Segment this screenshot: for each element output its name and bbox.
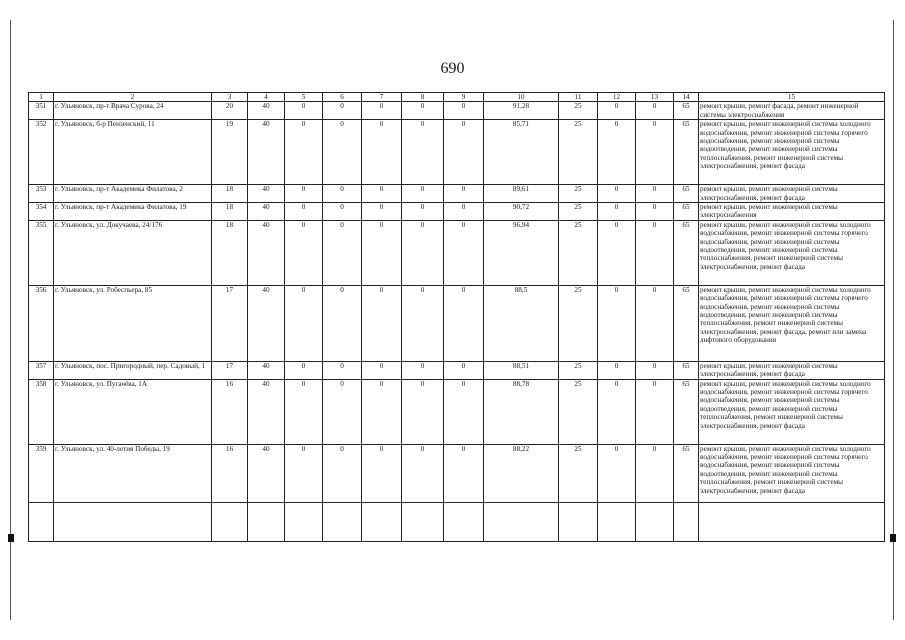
value-cell: 0 [323,361,362,379]
value-cell: 0 [444,120,484,185]
value-cell: 0 [285,379,323,444]
value-cell: 0 [323,120,362,185]
table-row [29,379,885,444]
column-header: 4 [248,93,285,102]
column-header: 5 [285,93,323,102]
value-cell: 16 [212,379,248,444]
value-cell: 0 [285,120,323,185]
value-cell: 0 [444,444,484,502]
value-cell: 25 [559,379,598,444]
works-cell: ремонт крыши, ремонт инженерной системы холодного водоснабжения, ремонт инженерной системы горячего водоснабжения, ремонт инженерной системы водоотведения, ремонт инженерной системы теплоснабжения, ремонт инженерной системы электроснабжения, ремонт фасада, ремонт или замена лифтового оборудования [699,285,885,361]
column-header: 13 [636,93,674,102]
value-cell: 89,61 [484,185,559,203]
value-cell: 0 [636,203,674,221]
value-cell: 0 [285,285,323,361]
value-cell: 25 [559,102,598,120]
value-cell: 88,78 [484,379,559,444]
value-cell: 40 [248,102,285,120]
works-cell: ремонт крыши, ремонт инженерной системы холодного водоснабжения, ремонт инженерной системы горячего водоснабжения, ремонт инженерной системы водоотведения, ремонт инженерной системы теплоснабжения, ремонт инженерной системы электроснабжения, ремонт фасада [699,379,885,444]
value-cell: 18 [212,185,248,203]
column-header: 7 [362,93,402,102]
empty-row [29,502,885,541]
address-cell: г. Ульяновск, пр-т Академика Филатова, 2 [54,185,212,203]
value-cell: 40 [248,379,285,444]
value-cell: 0 [598,185,636,203]
page-number: 690 [440,60,465,77]
value-cell: 0 [598,444,636,502]
value-cell: 0 [444,285,484,361]
column-header: 3 [212,93,248,102]
value-cell: 25 [559,361,598,379]
value-cell: 0 [402,285,444,361]
empty-cell [29,502,54,541]
value-cell: 65 [674,120,699,185]
value-cell: 90,72 [484,203,559,221]
value-cell: 358 [29,379,54,444]
value-cell: 0 [636,361,674,379]
value-cell: 40 [248,120,285,185]
table-row [29,285,885,361]
value-cell: 0 [285,185,323,203]
value-cell: 0 [285,444,323,502]
works-cell: ремонт крыши, ремонт инженерной системы электроснабжения, ремонт фасада [699,361,885,379]
empty-cell [54,502,212,541]
value-cell: 0 [444,220,484,285]
value-cell: 356 [29,285,54,361]
value-cell: 0 [402,203,444,221]
value-cell: 65 [674,220,699,285]
value-cell: 40 [248,185,285,203]
value-cell: 40 [248,220,285,285]
value-cell: 0 [362,285,402,361]
value-cell: 88,22 [484,444,559,502]
value-cell: 0 [362,444,402,502]
value-cell: 0 [402,220,444,285]
value-cell: 25 [559,285,598,361]
works-cell: ремонт крыши, ремонт инженерной системы электроснабжения [699,203,885,221]
value-cell: 0 [285,102,323,120]
column-header: 8 [402,93,444,102]
works-cell: ремонт крыши, ремонт инженерной системы холодного водоснабжения, ремонт инженерной системы горячего водоснабжения, ремонт инженерной системы водоотведения, ремонт инженерной системы теплоснабжения, ремонт инженерной системы электроснабжения, ремонт фасада [699,220,885,285]
value-cell: 16 [212,444,248,502]
value-cell: 17 [212,361,248,379]
value-cell: 0 [636,120,674,185]
value-cell: 65 [674,203,699,221]
empty-cell [362,502,402,541]
value-cell: 65 [674,285,699,361]
value-cell: 65 [674,361,699,379]
value-cell: 0 [285,220,323,285]
column-header: 11 [559,93,598,102]
value-cell: 18 [212,203,248,221]
value-cell: 65 [674,102,699,120]
empty-cell [484,502,559,541]
empty-cell [323,502,362,541]
value-cell: 25 [559,220,598,285]
value-cell: 0 [444,185,484,203]
address-cell: г. Ульяновск, пр-т Врача Сурова, 24 [54,102,212,120]
value-cell: 0 [636,102,674,120]
value-cell: 25 [559,444,598,502]
empty-cell [636,502,674,541]
value-cell: 0 [598,102,636,120]
value-cell: 0 [323,379,362,444]
value-cell: 0 [636,185,674,203]
value-cell: 0 [444,102,484,120]
value-cell: 0 [402,444,444,502]
value-cell: 19 [212,120,248,185]
address-cell: г. Ульяновск, пос. Пригородный, пер. Садовый, 1 [54,361,212,379]
value-cell: 0 [285,361,323,379]
scan-right-edge [893,20,894,620]
empty-cell [674,502,699,541]
value-cell: 0 [323,444,362,502]
value-cell: 0 [636,444,674,502]
value-cell: 0 [636,220,674,285]
value-cell: 0 [323,102,362,120]
value-cell: 65 [674,379,699,444]
value-cell: 0 [598,361,636,379]
value-cell: 0 [598,220,636,285]
value-cell: 0 [444,203,484,221]
table-row [29,444,885,502]
value-cell: 0 [323,185,362,203]
value-cell: 0 [636,285,674,361]
value-cell: 40 [248,203,285,221]
value-cell: 40 [248,444,285,502]
value-cell: 0 [402,120,444,185]
column-header: 1 [29,93,54,102]
value-cell: 0 [285,203,323,221]
scan-mark-left [8,534,14,542]
address-cell: г. Ульяновск, б-р Пензенский, 11 [54,120,212,185]
value-cell: 25 [559,185,598,203]
empty-cell [285,502,323,541]
header-row [29,93,885,102]
value-cell: 0 [402,361,444,379]
value-cell: 25 [559,203,598,221]
value-cell: 0 [323,285,362,361]
value-cell: 0 [362,185,402,203]
value-cell: 351 [29,102,54,120]
works-cell: ремонт крыши, ремонт инженерной системы электроснабжения, ремонт фасада [699,185,885,203]
value-cell: 18 [212,220,248,285]
scan-left-edge [10,20,11,620]
column-header: 10 [484,93,559,102]
works-cell: ремонт крыши, ремонт фасада, ремонт инженерной системы электроснабжения [699,102,885,120]
works-cell: ремонт крыши, ремонт инженерной системы холодного водоснабжения, ремонт инженерной системы горячего водоснабжения, ремонт инженерной системы водоотведения, ремонт инженерной системы теплоснабжения, ремонт инженерной системы электроснабжения, ремонт фасада [699,444,885,502]
empty-cell [699,502,885,541]
value-cell: 0 [362,361,402,379]
value-cell: 353 [29,185,54,203]
value-cell: 20 [212,102,248,120]
empty-cell [248,502,285,541]
register-table [28,92,885,542]
value-cell: 91,28 [484,102,559,120]
table-row [29,185,885,203]
scan-mark-right [890,534,896,542]
value-cell: 355 [29,220,54,285]
value-cell: 65 [674,185,699,203]
address-cell: г. Ульяновск, ул. Докучаева, 24/176 [54,220,212,285]
empty-cell [444,502,484,541]
value-cell: 88,51 [484,361,559,379]
table-row [29,102,885,120]
value-cell: 0 [636,379,674,444]
column-header: 14 [674,93,699,102]
value-cell: 0 [402,379,444,444]
table-row [29,120,885,185]
value-cell: 0 [323,203,362,221]
table-row [29,361,885,379]
address-cell: г. Ульяновск, ул. Робеспьера, 85 [54,285,212,361]
value-cell: 357 [29,361,54,379]
column-header: 9 [444,93,484,102]
value-cell: 0 [362,120,402,185]
empty-cell [402,502,444,541]
value-cell: 0 [444,379,484,444]
value-cell: 352 [29,120,54,185]
value-cell: 40 [248,285,285,361]
value-cell: 0 [362,379,402,444]
table-body [29,102,885,541]
value-cell: 88,5 [484,285,559,361]
table-row [29,220,885,285]
address-cell: г. Ульяновск, пр-т Академика Филатова, 19 [54,203,212,221]
value-cell: 354 [29,203,54,221]
column-header: 12 [598,93,636,102]
address-cell: г. Ульяновск, ул. 40-летия Победы, 19 [54,444,212,502]
value-cell: 17 [212,285,248,361]
value-cell: 0 [402,102,444,120]
column-header: 2 [54,93,212,102]
value-cell: 0 [362,220,402,285]
value-cell: 65 [674,444,699,502]
value-cell: 0 [362,203,402,221]
address-cell: г. Ульяновск, ул. Пугачёва, 1А [54,379,212,444]
empty-cell [598,502,636,541]
value-cell: 359 [29,444,54,502]
value-cell: 0 [402,185,444,203]
value-cell: 40 [248,361,285,379]
value-cell: 0 [362,102,402,120]
empty-cell [212,502,248,541]
value-cell: 0 [444,361,484,379]
value-cell: 0 [598,379,636,444]
table-row [29,203,885,221]
value-cell: 85,71 [484,120,559,185]
value-cell: 0 [598,285,636,361]
value-cell: 25 [559,120,598,185]
column-header: 15 [699,93,885,102]
value-cell: 0 [598,203,636,221]
value-cell: 0 [323,220,362,285]
value-cell: 0 [598,120,636,185]
value-cell: 96,94 [484,220,559,285]
empty-cell [559,502,598,541]
works-cell: ремонт крыши, ремонт инженерной системы холодного водоснабжения, ремонт инженерной системы горячего водоснабжения, ремонт инженерной системы водоотведения, ремонт инженерной системы теплоснабжения, ремонт инженерной системы электроснабжения, ремонт фасада [699,120,885,185]
column-header: 6 [323,93,362,102]
